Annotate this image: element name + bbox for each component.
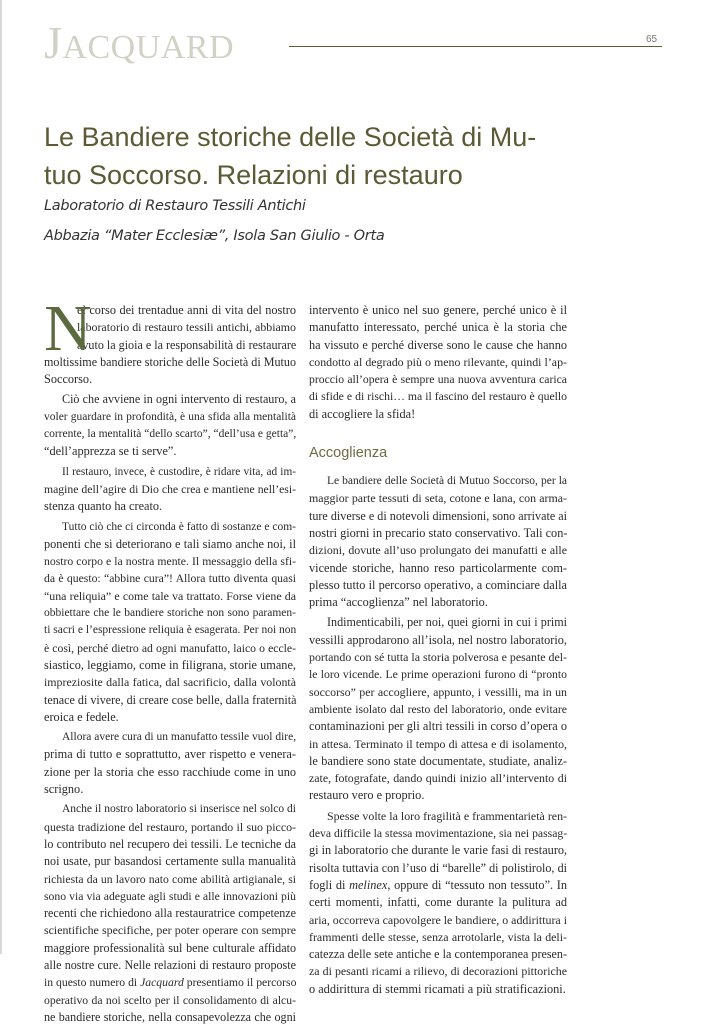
text-line: sono via via adeguate agli studi e alle innovazioni più — [44, 889, 296, 903]
paragraph — [309, 808, 567, 998]
text-line: aria, occorreva capovolgere le bandiere, o addirittura i — [309, 912, 567, 927]
text-line: contaminazioni per gli altri tessili in corso d’opera o — [309, 719, 567, 734]
page-number: 65 — [646, 34, 658, 45]
text-line: “una reliquia” e come tale va trattato. Forse viene da — [44, 588, 296, 603]
title-line-1: Le Bandiere storiche delle Società di Mu- — [44, 122, 537, 152]
text-line: frammenti delle stesse, senza arrotolarle, vista la deli- — [309, 929, 567, 944]
text-line: tenace di vivere, di creare cose belle, dalla fraternità — [44, 692, 297, 707]
paragraph — [44, 801, 296, 1026]
text-line: operativo da noi scelto per il consolidamento di alcu- — [44, 993, 296, 1007]
text-line: di sfide e di rischi… ma il fascino del restauro è quello — [309, 390, 567, 404]
title-line-2: tuo Soccorso. Relazioni di restauro — [44, 160, 463, 190]
text-line: manufatto interessato, perché unica è la storia che — [309, 320, 567, 335]
text-line: vessilli approdarono all’isola, nel nostro laboratorio, — [309, 632, 567, 647]
material-name: melinex — [349, 877, 388, 892]
text-line: lo contributo nel recupero dei tessili. Le tecniche da — [44, 836, 296, 851]
text-line: scientifiche specifiche, per poter operare con sempre — [44, 923, 296, 938]
text-line: prima di tutto e soprattutto, aver rispetto e venera- — [44, 747, 296, 762]
text-line: le loro vicende. Le prime operazioni furono di “pronto — [309, 668, 567, 682]
text-line: da è questo: “abbine cura”! Allora tutto diventa quasi — [44, 572, 296, 586]
text-line: Il restauro, invece, è custodire, è ridare vita, ad im- — [62, 465, 296, 478]
text-column-right — [309, 302, 567, 998]
text-line: dizioni, dovute all’uso prolungato dei manufatti e alle — [309, 543, 567, 558]
text-line: gi in laboratorio che durante le varie fasi di restauro, — [309, 843, 568, 858]
text-line: certi momenti, infatti, come durante la pulitura ad — [309, 895, 567, 910]
text-line: ponenti che si deteriorano e tali siamo anche noi, il — [44, 536, 296, 551]
text-line: magine dell’agire di Dio che crea e mantiene nell’esi- — [44, 482, 296, 496]
text-line: recenti che richiedono alla restauratrice competenze — [44, 906, 296, 921]
paragraph — [309, 302, 567, 423]
article-subtitle-lab: Laboratorio di Restauro Tessili Antichi — [44, 198, 306, 214]
text-line: ti sacri e l’espressione reliquia è esagerata. Per noi non — [44, 624, 297, 637]
text-fragment: in questo numero di — [44, 976, 141, 990]
text-fragment: fogli di — [309, 877, 350, 892]
drop-cap: N — [44, 292, 92, 365]
text-column-left — [44, 292, 297, 1026]
text-line: Soccorso. — [44, 372, 93, 387]
text-line: condotto al degrado più o meno rilevante, quindi l’ap- — [309, 354, 567, 369]
text-line: impreziosite dalla fatica, dal sacrificio, dalla volontà — [44, 675, 296, 690]
text-line: nostri giorni in precario stato conservativo. Tali con- — [309, 525, 568, 540]
masthead-rest: ACQUARD — [62, 29, 235, 66]
text-line: eroica e fedele. — [44, 709, 119, 724]
paragraph — [309, 473, 567, 611]
text-line: maggior parte tessuti di seta, cotone e lana, con arma- — [309, 491, 567, 506]
text-line: voler guardare in profondità, è una sfida alla mentalità — [44, 410, 296, 423]
masthead-initial: J — [44, 17, 63, 68]
paragraph — [44, 292, 297, 388]
paragraph — [44, 519, 296, 727]
text-line: intervento è unico nel suo genere, perché unico è il — [309, 303, 567, 317]
text-line: nostro corpo e la nostra mente. Il messaggio della sfi- — [44, 555, 296, 569]
text-line: avuto la gioia e la responsabilità di restaurare — [77, 337, 297, 352]
paragraph — [309, 614, 567, 804]
text-line: le bandiere sono state documentate, studiate, analiz- — [309, 753, 567, 768]
text-line: Le bandiere delle Società di Mutuo Soccorso, per la — [327, 475, 567, 488]
text-line: siastico, leggiamo, come in filigrana, storie umane, — [44, 657, 296, 672]
text-line: zione per la storia che esso racchiude come in uno — [44, 764, 296, 779]
text-line — [309, 877, 567, 894]
text-line: obbiettare che le bandiere storiche non sono paramen- — [44, 607, 296, 620]
section-heading-accoglienza: Accoglienza — [309, 445, 388, 462]
article-subtitle-abbey: Abbazia “Mater Ecclesiæ”, Isola San Giulio - Orta — [44, 228, 385, 244]
text-line: maggiore professionalità sul bene culturale affidato — [44, 940, 296, 955]
text-line: za di pesanti ricami a rilievo, di decorazioni pittoriche — [309, 964, 567, 979]
text-line: restauro vero e proprio. — [309, 788, 425, 803]
text-line: risolta tuttavia con l’uso di “barelle” di polistirolo, di — [309, 860, 567, 875]
text-line: zate, fotografate, dando quindi inizio all’intervento di — [309, 771, 567, 786]
text-line: deva difficile la stessa movimentazione, sia nei passag- — [309, 827, 568, 841]
magazine-name: Jacquard — [140, 976, 184, 990]
text-line: alle nostre cure. Nelle relazioni di restauro proposte — [44, 957, 296, 972]
text-fragment: , oppure di “tessuto non tessuto”. In — [387, 877, 567, 892]
text-line: è così, perché dietro ad ogni manufatto, laico o eccle- — [44, 641, 296, 655]
text-line: “dell’apprezza se ti serve”. — [44, 444, 177, 459]
paragraph — [44, 464, 296, 516]
text-line: portando con sé tutta la storia polverosa e pesante del- — [309, 650, 567, 665]
text-line: soccorso” per accogliere, appunto, i vessilli, ma in un — [309, 684, 567, 699]
text-line: in attesa. Terminato il tempo di attesa e di isolamento, — [309, 736, 567, 751]
text-line: el corso dei trentadue anni di vita del nostro — [77, 303, 296, 317]
text-line: richiesta da un lavoro nato come abilità artigianale, si — [44, 872, 296, 886]
text-line: di accogliere la sfida! — [309, 406, 416, 421]
text-line: proccio all’opera è sempre una nuova avventura carica — [309, 373, 567, 387]
paragraph — [44, 729, 296, 798]
text-line: corrente, la mentalità “dello scarto”, “dell’usa e getta”, — [44, 428, 297, 441]
text-line: ha vissuto e perché diverse sono le cause che hanno — [309, 337, 567, 352]
text-fragment: presentiamo il percorso — [183, 976, 297, 990]
text-line: ture diverse e di notevoli dimensioni, sono arrivate ai — [309, 508, 567, 523]
text-line — [44, 974, 296, 991]
text-line: Indimenticabili, per noi, quei giorni in cui i primi — [327, 615, 567, 630]
text-line: catezza delle sete antiche e la contemporanea presen- — [309, 947, 567, 962]
magazine-masthead — [44, 17, 235, 68]
text-line: Allora avere cura di un manufatto tessile vuol dire, — [62, 731, 297, 744]
text-line: Ciò che avviene in ogni intervento di restauro, a — [62, 392, 296, 407]
text-line: ambiente isolato dal resto del laboratorio, onde evitare — [309, 702, 567, 716]
text-line: Anche il nostro laboratorio si inserisce nel solco di — [62, 803, 296, 816]
text-line: moltissime bandiere storiche delle Società di Mutuo — [44, 354, 296, 369]
text-line: noi usate, pur basandosi certamente sulla manualità — [44, 854, 296, 869]
text-line: questa tradizione del restauro, portando il suo picco- — [44, 819, 296, 834]
text-line: stenza quanto ha creato. — [44, 499, 163, 514]
text-line: laboratorio di restauro tessili antichi, abbiamo — [77, 320, 296, 335]
header-rule — [289, 46, 662, 47]
text-line: ne bandiere storiche, nella consapevolezza che ogni — [44, 1009, 296, 1024]
page-left-border — [0, 0, 2, 954]
text-line: Spesse volte la loro fragilità e frammentarietà ren- — [327, 808, 567, 823]
text-line: vicende storiche, hanno reso particolarmente com- — [309, 560, 567, 575]
text-line: o addirittura di stemmi ricamati a più stratificazioni. — [309, 981, 566, 996]
paragraph — [44, 391, 296, 460]
text-line: plesso tutto il percorso operativo, a cominciare dalla — [309, 577, 567, 592]
text-line: prima “accoglienza” nel laboratorio. — [309, 595, 488, 610]
text-line: scrigno. — [44, 782, 84, 797]
text-line: Tutto ciò che ci circonda è fatto di sostanze e com- — [62, 520, 296, 533]
article-title — [44, 118, 604, 194]
